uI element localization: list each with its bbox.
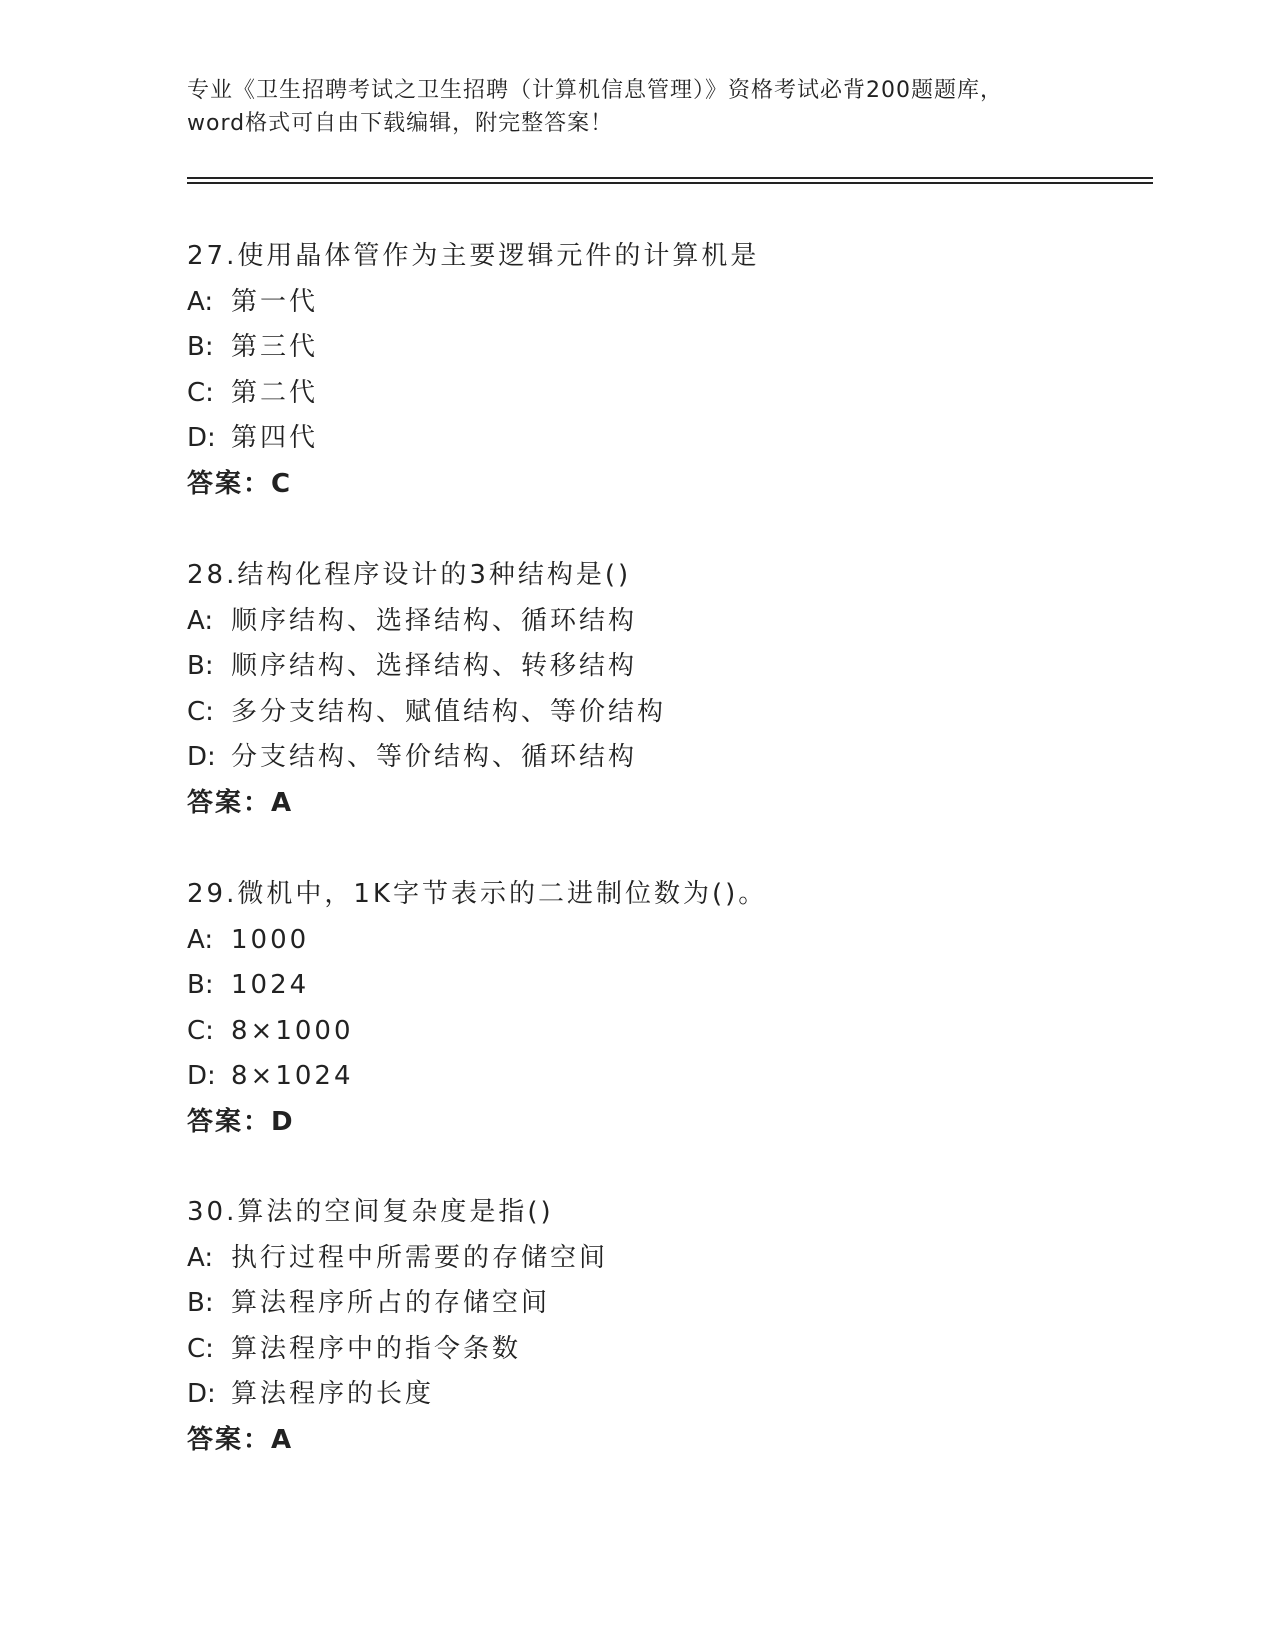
option-c (187, 690, 1137, 736)
option-text: 第三代 (231, 332, 319, 362)
option-b (187, 963, 1137, 1009)
option-text: 第一代 (231, 286, 319, 317)
option-text: 算法程序中的指令条数 (231, 1333, 522, 1364)
answer-line: 答案：D (187, 1106, 295, 1137)
option-text: 顺序结构、选择结构、转移结构 (231, 651, 638, 681)
option-text: 8×1024 (231, 1061, 354, 1091)
option-letter: B: (187, 332, 214, 362)
question-block (187, 872, 1137, 1145)
option-d (187, 1372, 1137, 1418)
option-letter: D: (187, 742, 216, 772)
document-header (187, 74, 1087, 140)
option-b (187, 1281, 1137, 1327)
option-d (187, 735, 1137, 781)
header-line-2: word格式可自由下载编辑，附完整答案！ (187, 111, 614, 136)
option-letter: C: (187, 1333, 214, 1364)
option-letter: A: (187, 286, 214, 317)
option-text: 分支结构、等价结构、循环结构 (231, 742, 638, 772)
option-letter: A: (187, 605, 214, 636)
question-block (187, 1190, 1137, 1463)
header-line-1: 专业《卫生招聘考试之卫生招聘（计算机信息管理）》资格考试必背200题题库， (187, 78, 1003, 103)
answer-line: 答案：A (187, 1424, 294, 1455)
question-block (187, 553, 1137, 826)
option-letter: C: (187, 377, 214, 408)
header-divider-top (187, 177, 1153, 179)
option-c (187, 1009, 1137, 1055)
option-text: 第四代 (231, 423, 319, 453)
option-letter: C: (187, 696, 214, 727)
option-b (187, 644, 1137, 690)
question-stem: 27.使用晶体管作为主要逻辑元件的计算机是 (187, 241, 760, 271)
answer-line: 答案：A (187, 787, 294, 818)
option-letter: B: (187, 651, 214, 681)
option-text: 多分支结构、赋值结构、等价结构 (231, 696, 667, 727)
option-text: 算法程序的长度 (231, 1379, 435, 1409)
option-a (187, 918, 1137, 964)
question-stem: 30.算法的空间复杂度是指() (187, 1197, 554, 1227)
option-letter: A: (187, 1242, 214, 1273)
option-c (187, 1327, 1137, 1373)
option-letter: B: (187, 1288, 214, 1318)
option-text: 8×1000 (231, 1015, 354, 1046)
option-a (187, 599, 1137, 645)
option-letter: D: (187, 1061, 216, 1091)
option-letter: C: (187, 1015, 214, 1046)
option-a (187, 1236, 1137, 1282)
option-a (187, 280, 1137, 326)
option-d (187, 416, 1137, 462)
answer-line: 答案：C (187, 468, 293, 499)
option-text: 第二代 (231, 377, 319, 408)
question-block (187, 234, 1137, 507)
header-divider-bottom (187, 182, 1153, 184)
option-text: 执行过程中所需要的存储空间 (231, 1242, 609, 1273)
question-stem: 29.微机中，1K字节表示的二进制位数为()。 (187, 879, 768, 909)
option-letter: A: (187, 924, 214, 955)
option-c (187, 371, 1137, 417)
option-letter: D: (187, 423, 216, 453)
option-d (187, 1054, 1137, 1100)
question-stem: 28.结构化程序设计的3种结构是() (187, 560, 632, 590)
option-letter: D: (187, 1379, 216, 1409)
option-b (187, 325, 1137, 371)
option-text: 算法程序所占的存储空间 (231, 1288, 551, 1318)
option-text: 1024 (231, 970, 310, 1000)
option-letter: B: (187, 970, 214, 1000)
option-text: 顺序结构、选择结构、循环结构 (231, 605, 638, 636)
option-text: 1000 (231, 924, 310, 955)
